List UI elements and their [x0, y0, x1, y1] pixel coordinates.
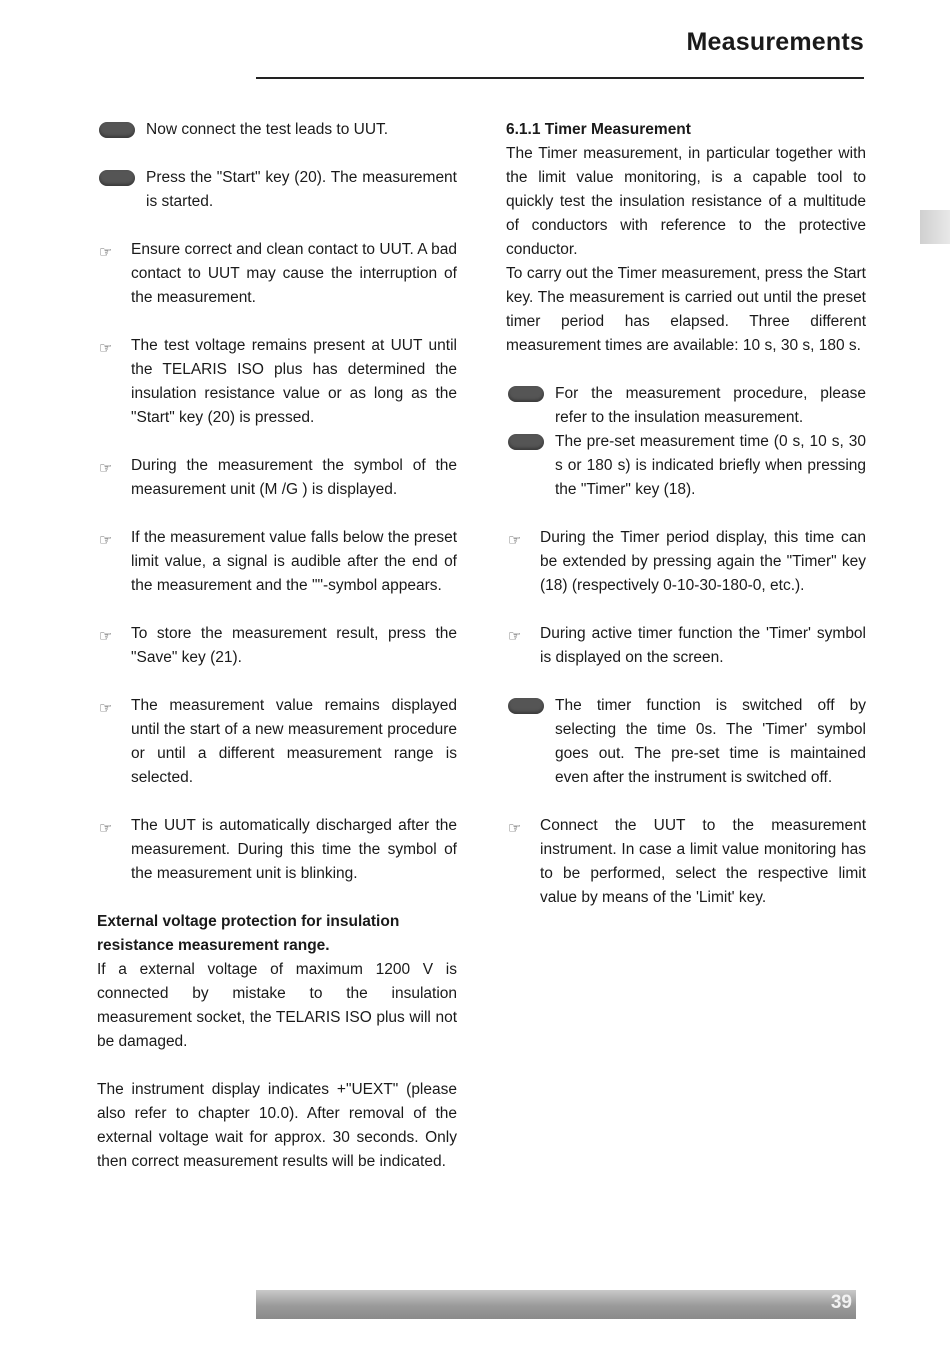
left-column [97, 118, 457, 1174]
right-items [506, 382, 866, 910]
display-text: The instrument display indicates +"UEXT" (please also refer to chapter 10.0). After removal of the external voltage wait for approx. 30 seconds. Only then correct measurement results will be indicated. [97, 1081, 457, 1170]
pointing-hand-icon: ☞ [508, 531, 522, 549]
protection-heading: External voltage protection for insulation resistance measurement range. [97, 913, 400, 954]
item-text: The timer function is switched off by selecting the time 0s. The 'Timer' symbol goes out. The pre-set time is maintained even after the instrument is switched off. [555, 697, 866, 786]
note-item [97, 814, 457, 886]
header-divider [256, 77, 864, 79]
key-button-icon [99, 170, 135, 186]
note-item [97, 526, 457, 598]
item-text: The pre-set measurement time (0 s, 10 s, 30 s or 180 s) is indicated briefly when pressing the "Timer" key (18). [555, 433, 866, 498]
item-text: For the measurement procedure, please refer to the insulation measurement. [555, 385, 866, 426]
item-text: Now connect the test leads to UUT. [146, 121, 389, 138]
pointing-hand-icon: ☞ [508, 627, 522, 645]
key-button-icon [508, 386, 544, 402]
side-tab-marker [920, 210, 950, 244]
pointing-hand-icon: ☞ [99, 531, 113, 549]
key-button-icon [508, 698, 544, 714]
item-text: During active timer function the 'Timer' symbol is displayed on the screen. [540, 625, 866, 666]
footer-bar [256, 1290, 856, 1319]
note-item [97, 694, 457, 790]
page-number: 39 [830, 1292, 852, 1313]
instruction-item [506, 382, 866, 430]
page-title: Measurements [686, 28, 864, 56]
item-text: The UUT is automatically discharged after the measurement. During this time the symbol of the measurement unit is blinking. [131, 817, 457, 882]
item-text: Ensure correct and clean contact to UUT. A bad contact to UUT may cause the interruption of the measurement. [131, 241, 457, 306]
instruction-item [506, 430, 866, 502]
right-column [506, 118, 866, 934]
pointing-hand-icon: ☞ [99, 459, 113, 477]
key-button-icon [99, 122, 135, 138]
item-text: Press the "Start" key (20). The measurement is started. [146, 169, 457, 210]
pointing-hand-icon: ☞ [99, 339, 113, 357]
item-text: Connect the UUT to the measurement instrument. In case a limit value monitoring has to be performed, select the respective limit value by means of the 'Limit' key. [540, 817, 866, 906]
note-item [506, 622, 866, 670]
timer-intro-2: To carry out the Timer measurement, press the Start key. The measurement is carried out until the preset timer period has elapsed. Three different measurement times are available: 10 s, 30 s, 180 s. [506, 265, 866, 354]
note-item [97, 334, 457, 430]
timer-heading: 6.1.1 Timer Measurement [506, 121, 691, 138]
note-item [97, 622, 457, 670]
key-button-icon [508, 434, 544, 450]
protection-text: If a external voltage of maximum 1200 V is connected by mistake to the insulation measurement socket, the TELARIS ISO plus will not be damaged. [97, 961, 457, 1050]
pointing-hand-icon: ☞ [99, 627, 113, 645]
item-text: During the Timer period display, this time can be extended by pressing again the "Timer" key (18) (respectively 0-10-30-180-0, etc.). [540, 529, 866, 594]
timer-intro-1: The Timer measurement, in particular together with the limit value monitoring, is a capable tool to quickly test the insulation resistance of a multitude of conductors with reference to the protective conductor. [506, 145, 866, 258]
instruction-item [506, 694, 866, 790]
pointing-hand-icon: ☞ [99, 699, 113, 717]
pointing-hand-icon: ☞ [99, 819, 113, 837]
note-item [506, 814, 866, 910]
item-text: If the measurement value falls below the preset limit value, a signal is audible after the end of the measurement and the ""-symbol appears. [131, 529, 457, 594]
left-items [97, 118, 457, 886]
note-item [97, 454, 457, 502]
instruction-item [97, 166, 457, 214]
note-item [97, 238, 457, 310]
pointing-hand-icon: ☞ [508, 819, 522, 837]
item-text: The test voltage remains present at UUT until the TELARIS ISO plus has determined the insulation resistance value or as long as the "Start" key (20) is pressed. [131, 337, 457, 426]
item-text: During the measurement the symbol of the measurement unit (M /G ) is displayed. [131, 457, 457, 498]
pointing-hand-icon: ☞ [99, 243, 113, 261]
note-item [506, 526, 866, 598]
item-text: To store the measurement result, press the "Save" key (21). [131, 625, 457, 666]
item-text: The measurement value remains displayed until the start of a new measurement procedure or until a different measurement range is selected. [131, 697, 457, 786]
instruction-item [97, 118, 457, 142]
